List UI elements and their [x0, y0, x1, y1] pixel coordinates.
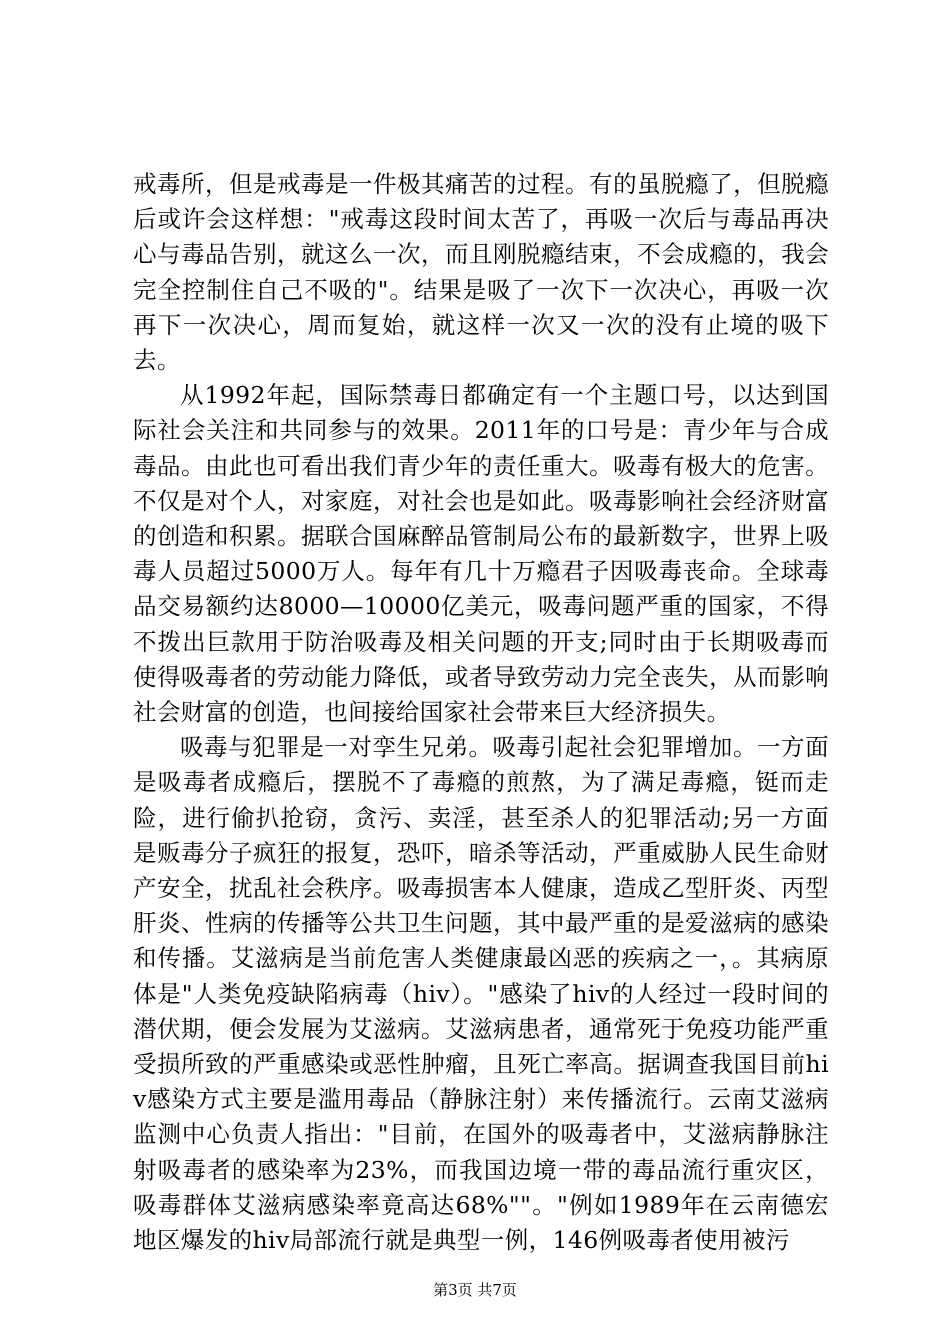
paragraph-2: 从1992年起，国际禁毒日都确定有一个主题口号，以达到国际社会关注和共同参与的效果。2011年的口号是：青少年与合成毒品。由此也可看出我们青少年的责任重大。吸毒有极大的危害。不仅是对个人，对家庭，对社会也是如此。吸毒影响社会经济财富的创造和积累。据联合国麻醉品管制局公布的最新数字，世界上吸毒人员超过5000万人。每年有几十万瘾君子因吸毒丧命。全球毒品交易额约达8000—10000亿美元，吸毒问题严重的国家，不得不拨出巨款用于防治吸毒及相关问题的开支;同时由于长期吸毒而使得吸毒者的劳动能力降低，或者导致劳动力完全丧失，从而影响社会财富的创造，也间接给国家社会带来巨大经济损失。	[133, 381, 829, 727]
paragraph-3: 吸毒与犯罪是一对孪生兄弟。吸毒引起社会犯罪增加。一方面是吸毒者成瘾后，摆脱不了毒瘾的煎熬，为了满足毒瘾，铤而走险，进行偷扒抢窃，贪污、卖淫，甚至杀人的犯罪活动;另一方面是贩毒分子疯狂的报复，恐吓，暗杀等活动，严重威胁人民生命财产安全，扰乱社会秩序。吸毒损害本人健康，造成乙型肝炎、丙型肝炎、性病的传播等公共卫生问题，其中最严重的是爱滋病的感染和传播。艾滋病是当前危害人类健康最凶恶的疾病之一，。其病原体是"人类免疫缺陷病毒（hiv）。"感染了hiv的人经过一段时间的潜伏期，便会发展为艾滋病。艾滋病患者，通常死于免疫功能严重受损所致的严重感染或恶性肿瘤，且死亡率高。据调查我国目前hiv感染方式主要是滥用毒品（静脉注射）来传播流行。云南艾滋病监测中心负责人指出："目前，在国外的吸毒者中，艾滋病静脉注射吸毒者的感染率为23%，而我国边境一带的毒品流行重灾区，吸毒群体艾滋病感染率竟高达68%""。"例如1989年在云南德宏地区爆发的hiv局部流行就是典型一例，146例吸毒者使用被污	[133, 733, 829, 1255]
page-number-footer: 第3页 共7页	[433, 1281, 517, 1299]
paragraph-1: 戒毒所，但是戒毒是一件极其痛苦的过程。有的虽脱瘾了，但脱瘾后或许会这样想："戒毒这段时间太苦了，再吸一次后与毒品再决心与毒品告别，就这么一次，而且刚脱瘾结束，不会成瘾的，我会完全控制住自己不吸的"。结果是吸了一次下一次决心，再吸一次再下一次决心，周而复始，就这样一次又一次的没有止境的吸下去。	[133, 170, 829, 375]
document-body	[133, 167, 829, 1258]
